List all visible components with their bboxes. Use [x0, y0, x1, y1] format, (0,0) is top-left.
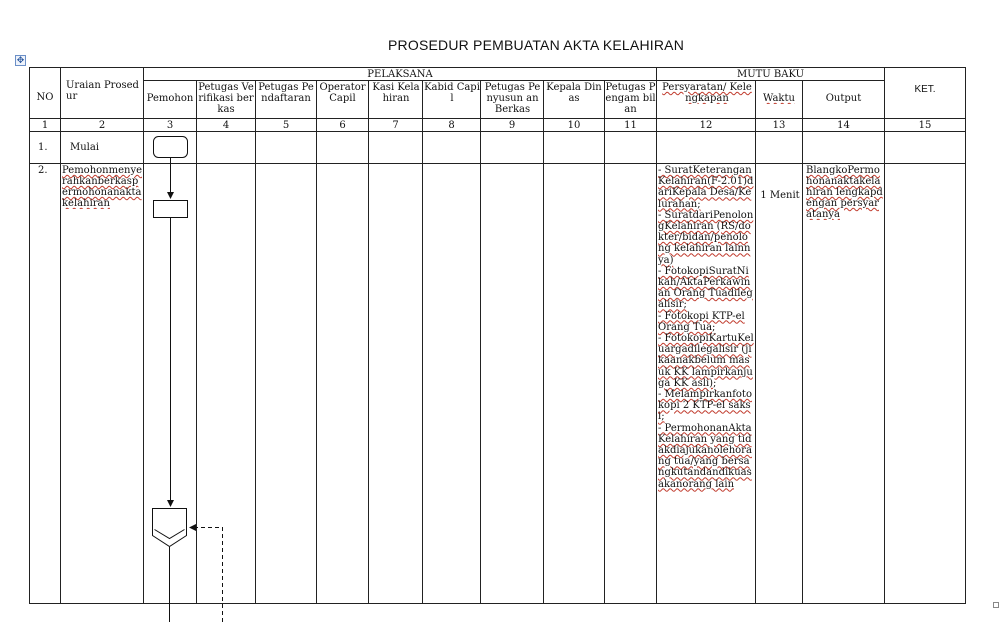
header-pelaksana: PELAKSANA [367, 69, 433, 80]
header-ket: KET. [914, 84, 936, 95]
list-item: - FotokopiSuratNikah/AktaPerkawinan Orang Tuadilegalisir; [658, 265, 753, 311]
list-item: - Melampirkanfotokopi 2 KTP-el saksi; [658, 389, 752, 423]
row-2-waktu: 1 Menit [760, 190, 800, 201]
header-col-persyaratan: Persyaratan/ Kelengkapan [662, 82, 752, 104]
col-number: 11 [624, 120, 637, 131]
col-number: 7 [392, 120, 399, 131]
col-number: 5 [282, 120, 290, 131]
page-title: PROSEDUR PEMBUATAN AKTA KELAHIRAN [388, 37, 684, 53]
col-number: 13 [772, 120, 786, 131]
row-2-persyaratan-list [658, 165, 754, 603]
header-col-pengambilan: Petugas Pengam bilan [605, 82, 656, 115]
list-item: - SuratKeterangan Kelahiran(F-2.01)dariKepala Desa/Kelurahan; [658, 165, 754, 210]
list-item: - SuratdariPenolongKelahiran (RS/dokter/bidan/penolong kelahiran lainnya) [658, 209, 754, 266]
col-number: 1 [41, 120, 49, 131]
header-col-verifikasi: Petugas Verifikasi berkas [198, 82, 254, 115]
header-col-output: Output [825, 93, 862, 104]
header-col-waktu: Waktu [763, 93, 795, 104]
col-number: 3 [166, 120, 174, 131]
col-number: 15 [918, 120, 932, 131]
col-number: 6 [339, 120, 346, 131]
col-number: 9 [508, 120, 516, 131]
row-2-output: BlangkoPermohonanaktakelahiran lengkapdengan persyaratanya [806, 165, 883, 220]
col-number: 12 [699, 120, 713, 131]
col-number: 10 [567, 120, 581, 131]
header-col-pemohon: Pemohon [146, 93, 194, 104]
header-col-kepala-dinas: Kepala Dinas [546, 82, 602, 104]
table-move-handle[interactable]: ✥ [16, 56, 25, 66]
list-item: - FotokopiKartuKeluargadilegalisir (jikaanakbelum masuk KK lampirkanjuga KK asli); [658, 333, 754, 389]
header-col-pendaftaran: Petugas Pendaftaran [258, 82, 314, 104]
header-col-penyusunan: Petugas Penyusun an Berkas [484, 82, 541, 115]
list-item: - PermohonanAktaKelahiran yang tidakdiajukanolehorang tua/yang bersangkutandandikuasakanorang lain [658, 422, 752, 490]
header-col-operator: Operator Capil [319, 82, 366, 104]
header-uraian: Uraian Prosedur [66, 80, 139, 102]
row-2-uraian: Pemohonmenyerahkanberkaspermohonanaktakelahiran [62, 165, 142, 209]
header-col-kabid: Kabid Capil [424, 82, 480, 104]
list-item: - Fotokopi KTP-el Orang Tua; [658, 310, 745, 333]
row-1-uraian: Mulai [70, 142, 100, 153]
row-1-no: 1. [38, 142, 48, 153]
header-no: NO [36, 92, 54, 103]
col-number: 14 [837, 120, 850, 131]
col-number: 2 [98, 120, 106, 131]
col-number: 8 [448, 120, 455, 131]
header-col-kasi: Kasi Kelahiran [372, 82, 420, 104]
col-number: 4 [222, 120, 230, 131]
row-2-no: 2. [38, 165, 48, 176]
page-corner-marker [993, 602, 999, 608]
header-mutu-baku: MUTU BAKU [736, 69, 805, 80]
